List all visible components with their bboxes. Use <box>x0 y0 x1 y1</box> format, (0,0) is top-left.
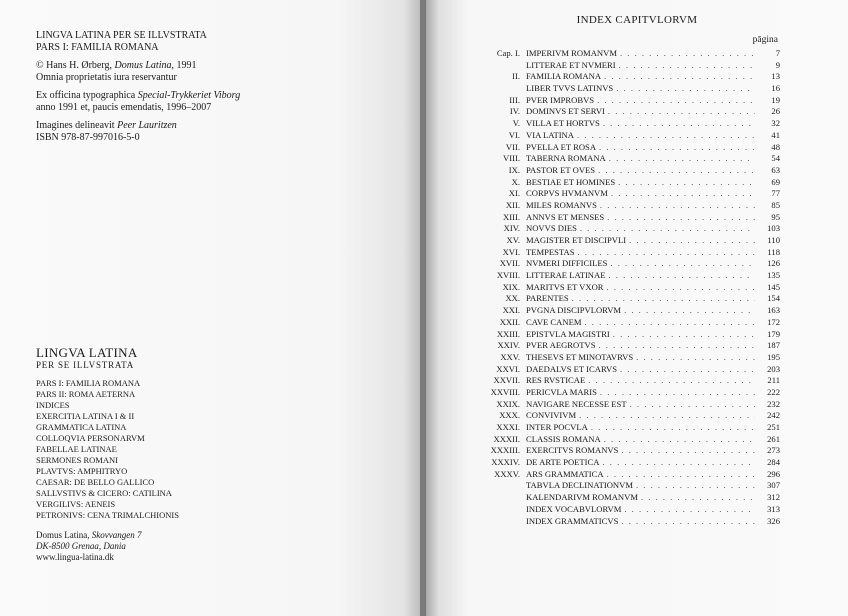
chapter-number: XXIX. <box>496 398 520 409</box>
chapter-title: TEMPESTAS <box>526 246 575 257</box>
chapter-page-number: 41 <box>771 129 780 140</box>
chapter-page-number: 69 <box>771 176 780 187</box>
chapter-number: III. <box>509 94 520 105</box>
chapter-number: XXXV. <box>494 468 520 479</box>
chapter-row <box>480 60 780 72</box>
leader-dots <box>613 329 755 341</box>
chapter-number: XXVII. <box>493 375 520 386</box>
chapter-number: XXVI. <box>496 363 520 374</box>
chapter-title: VILLA ET HORTVS <box>526 118 600 129</box>
leader-dots <box>629 235 755 247</box>
right-page <box>426 0 848 616</box>
chapter-title: CLASSIS ROMANA <box>526 433 601 444</box>
leader-dots <box>580 223 755 235</box>
chapter-row <box>480 399 780 411</box>
series-item: CAESAR: DE BELLO GALLICO <box>36 477 155 487</box>
chapter-number: XIX. <box>502 281 520 292</box>
publisher-line: Domus Latina, Skovvangen 7 <box>36 530 142 540</box>
leader-dots <box>577 130 755 142</box>
leader-dots <box>579 410 755 422</box>
leader-dots <box>619 60 755 72</box>
chapter-page-number: 172 <box>767 316 780 327</box>
chapter-title: TABERNA ROMANA <box>526 153 606 164</box>
chapter-row <box>480 410 780 422</box>
chapter-page-number: 9 <box>775 59 780 70</box>
chapter-number: XXVIII. <box>490 386 520 397</box>
chapter-row <box>480 282 780 294</box>
chapter-title: LIBER TVVS LATINVS <box>526 83 614 94</box>
publisher-line: DK-8500 Grenaa, Dania <box>36 541 126 551</box>
chapter-row <box>480 200 780 212</box>
chapter-row <box>480 223 780 235</box>
series-item: FABELLAE LATINAE <box>36 444 117 454</box>
isbn-line: ISBN 978-87-997016-5-0 <box>36 132 140 143</box>
chapter-title: ANNVS ET MENSES <box>526 211 605 222</box>
chapter-number: XXXI. <box>496 422 520 432</box>
chapter-title: KALENDARIVM ROMANVM <box>526 492 638 503</box>
chapter-row <box>480 212 780 224</box>
leader-dots <box>620 364 755 376</box>
chapter-title: NOVVS DIES <box>526 223 577 234</box>
chapter-number: XXV. <box>500 351 520 362</box>
chapter-page-number: 110 <box>767 235 780 245</box>
chapter-page-number: 48 <box>771 141 780 152</box>
chapter-title: MARITVS ET VXOR <box>526 281 604 292</box>
chapter-number: XXI. <box>502 305 520 316</box>
chapter-number: XIV. <box>503 223 520 234</box>
chapter-row <box>480 142 780 154</box>
chapter-row <box>480 48 780 60</box>
leader-dots <box>607 469 755 481</box>
leader-dots <box>641 492 755 504</box>
chapter-row <box>480 293 780 305</box>
chapter-row <box>480 106 780 118</box>
leader-dots <box>607 282 755 294</box>
chapter-number: XI. <box>508 188 520 199</box>
chapter-page-number: 179 <box>767 328 780 339</box>
chapter-page-number: 211 <box>767 375 780 386</box>
chapter-row <box>480 434 780 446</box>
chapter-title: PASTOR ET OVES <box>526 164 596 175</box>
chapter-row <box>480 364 780 376</box>
leader-dots <box>624 504 755 516</box>
chapter-title: VIA LATINA <box>526 129 574 140</box>
chapter-row <box>480 422 780 434</box>
chapter-page-number: 126 <box>767 258 780 269</box>
series-item: COLLOQVIA PERSONARVM <box>36 433 145 443</box>
chapter-row <box>480 329 780 341</box>
chapter-row <box>480 95 780 107</box>
leader-dots <box>636 352 755 364</box>
leader-dots <box>602 457 755 469</box>
chapter-row <box>480 340 780 352</box>
chapter-row <box>480 492 780 504</box>
copyright-line: anno 1991 et, paucis emendatis, 1996–2007 <box>36 102 212 113</box>
chapter-page-number: 251 <box>767 422 780 432</box>
chapter-page-number: 145 <box>767 281 780 292</box>
chapter-page-number: 16 <box>771 83 780 94</box>
chapter-number: VII. <box>505 141 520 152</box>
leader-dots <box>607 212 755 224</box>
chapter-number: IX. <box>508 164 520 175</box>
series-list <box>36 346 406 563</box>
chapter-title: IMPERIVM ROMANVM <box>526 48 617 58</box>
leader-dots <box>630 399 755 411</box>
series-item: SERMONES ROMANI <box>36 455 118 465</box>
chapter-number: XXIV. <box>497 340 520 351</box>
chapter-number: XXX. <box>499 410 520 421</box>
chapter-title: CAVE CANEM <box>526 316 582 327</box>
leader-dots <box>608 106 755 118</box>
chapter-title: INDEX GRAMMATICVS <box>526 515 619 526</box>
chapter-title: EXERCITVS ROMANVS <box>526 445 619 456</box>
chapter-number: VIII. <box>503 153 520 164</box>
chapter-title: NAVIGARE NECESSE EST <box>526 398 627 409</box>
chapter-title: NVMERI DIFFICILES <box>526 258 608 269</box>
chapter-title: PVER AEGROTVS <box>526 340 596 351</box>
leader-dots <box>609 153 755 165</box>
series-subtitle: PER SE ILLVSTRATA <box>36 360 135 370</box>
leader-dots <box>600 387 755 399</box>
chapter-row <box>480 352 780 364</box>
leader-dots <box>624 305 755 317</box>
chapter-page-number: 273 <box>767 445 780 456</box>
chapter-title: EPISTVLA MAGISTRI <box>526 328 610 339</box>
chapter-row <box>480 118 780 130</box>
chapter-row <box>480 165 780 177</box>
chapter-page-number: 203 <box>767 363 780 374</box>
series-item: SALLVSTIVS & CICERO: CATILINA <box>36 488 172 498</box>
chapter-page-number: 296 <box>767 468 780 479</box>
chapter-number: XXII. <box>499 316 520 327</box>
leader-dots <box>621 516 755 528</box>
series-item: VERGILIVS: AENEIS <box>36 499 116 509</box>
chapter-number: IV. <box>509 106 520 117</box>
chapter-page-number: 232 <box>767 398 780 409</box>
leader-dots <box>597 95 755 107</box>
chapter-number: XII. <box>505 199 520 210</box>
chapter-page-number: 7 <box>775 48 780 58</box>
chapter-page-number: 313 <box>767 503 780 514</box>
chapter-page-number: 32 <box>771 118 780 129</box>
chapter-number: XVI. <box>502 246 520 257</box>
chapter-page-number: 312 <box>767 492 780 503</box>
leader-dots <box>610 258 755 270</box>
leader-dots <box>636 480 755 492</box>
chapter-number: XXXII. <box>493 433 520 444</box>
chapter-row <box>480 177 780 189</box>
chapter-title: ARS GRAMMATICA <box>526 468 604 479</box>
series-item: PARS II: ROMA AETERNA <box>36 389 136 399</box>
chapter-number: VI. <box>508 129 520 140</box>
chapter-row <box>480 445 780 457</box>
left-page <box>0 0 420 616</box>
chapter-page-number: 326 <box>767 515 780 526</box>
leader-dots <box>598 165 755 177</box>
chapter-title: INDEX VOCABVLORVM <box>526 503 622 514</box>
leader-dots <box>604 71 755 83</box>
chapter-page-number: 13 <box>771 71 780 82</box>
chapter-number: XXIII. <box>496 328 520 339</box>
chapter-row <box>480 480 780 492</box>
series-item: PARS I: FAMILIA ROMANA <box>36 378 141 388</box>
chapter-title: PERICVLA MARIS <box>526 386 597 397</box>
chapter-page-number: 242 <box>767 410 780 421</box>
chapter-title: DE ARTE POETICA <box>526 457 600 468</box>
chapter-page-number: 307 <box>767 480 780 491</box>
leader-dots <box>600 200 755 212</box>
leader-dots <box>616 83 755 95</box>
chapter-row <box>480 469 780 481</box>
chapter-page-number: 54 <box>771 153 780 164</box>
series-item: INDICES <box>36 400 70 410</box>
chapter-title: PVELLA ET ROSA <box>526 141 597 152</box>
copyright-block <box>36 30 406 144</box>
leader-dots <box>618 177 755 189</box>
chapter-title: CORPVS HVMANVM <box>526 188 608 199</box>
leader-dots <box>603 118 755 130</box>
chapter-page-number: 222 <box>767 386 780 397</box>
chapter-page-number: 154 <box>767 293 780 304</box>
chapter-row <box>480 516 780 528</box>
chapter-page-number: 118 <box>767 246 780 257</box>
leader-dots <box>578 247 756 259</box>
chapter-page-number: 63 <box>771 164 780 175</box>
chapter-title: TABVLA DECLINATIONVM <box>526 480 633 491</box>
leader-dots <box>620 48 755 60</box>
leader-dots <box>621 445 755 457</box>
leader-dots <box>598 340 755 352</box>
leader-dots <box>584 317 755 329</box>
chapter-title: DOMINVS ET SERVI <box>526 106 605 117</box>
copyright-line: Omnia proprietatis iura reservantur <box>36 72 177 83</box>
chapter-row <box>480 71 780 83</box>
chapter-title: LITTERAE ET NVMERI <box>526 59 616 70</box>
chapter-row <box>480 83 780 95</box>
chapter-number: XXXIII. <box>490 445 520 456</box>
chapter-title: MILES ROMANVS <box>526 199 597 210</box>
chapter-row <box>480 247 780 259</box>
page-column-header: pāgina <box>752 35 778 45</box>
chapter-page-number: 187 <box>767 340 780 351</box>
chapter-row <box>480 270 780 282</box>
chapter-title: RES RVSTICAE <box>526 375 586 386</box>
chapter-title: LITTERAE LATINAE <box>526 270 606 281</box>
chapter-number: Cap. I. <box>496 48 520 58</box>
series-item: GRAMMATICA LATINA <box>36 422 127 432</box>
leader-dots <box>588 375 755 387</box>
chapter-number: II. <box>512 71 520 82</box>
chapter-title: PVGNA DISCIPVLORVM <box>526 305 622 316</box>
chapter-page-number: 85 <box>771 199 780 210</box>
series-title: LINGVA LATINA <box>36 345 138 360</box>
chapter-title: BESTIAE ET HOMINES <box>526 176 616 187</box>
chapter-page-number: 195 <box>767 351 780 362</box>
chapter-page-number: 26 <box>771 106 780 117</box>
chapter-number: X. <box>511 176 520 187</box>
chapter-row <box>480 153 780 165</box>
chapter-page-number: 103 <box>767 223 780 234</box>
chapter-title: DAEDALVS ET ICARVS <box>526 363 617 374</box>
copyright-line: LINGVA LATINA PER SE ILLVSTRATA <box>36 30 207 41</box>
chapter-row <box>480 317 780 329</box>
chapter-row <box>480 457 780 469</box>
chapter-number: XV. <box>506 235 520 245</box>
chapter-page-number: 19 <box>771 94 780 105</box>
chapter-page-number: 284 <box>767 457 780 468</box>
chapter-title: FAMILIA ROMANA <box>526 71 602 82</box>
chapter-page-number: 163 <box>767 305 780 316</box>
chapter-number: XIII. <box>503 211 520 222</box>
chapter-row <box>480 504 780 516</box>
chapter-index <box>480 48 780 527</box>
leader-dots <box>599 142 755 154</box>
chapter-page-number: 95 <box>771 211 780 222</box>
series-item: PLAVTVS: AMPHITRYO <box>36 466 128 476</box>
chapter-number: XX. <box>505 293 520 304</box>
leader-dots <box>591 422 755 434</box>
leader-dots <box>611 188 755 200</box>
chapter-title: MAGISTER ET DISCIPVLI <box>526 235 627 245</box>
chapter-page-number: 77 <box>771 188 780 199</box>
chapter-page-number: 261 <box>767 433 780 444</box>
chapter-row <box>480 387 780 399</box>
chapter-row <box>480 235 780 247</box>
chapter-row <box>480 305 780 317</box>
chapter-title: INTER POCVLA <box>526 422 588 432</box>
copyright-line: Ex officina typographica Special-Trykkeriet Viborg <box>36 90 241 101</box>
chapter-title: PARENTES <box>526 293 569 304</box>
publisher-website: www.lingua-latina.dk <box>36 552 114 562</box>
copyright-line: © Hans H. Ørberg, Domus Latina, 1991 <box>36 60 197 71</box>
leader-dots <box>572 293 755 305</box>
chapter-title: THESEVS ET MINOTAVRVS <box>526 351 634 362</box>
chapter-number: XVIII. <box>496 270 520 281</box>
publisher-address <box>36 530 406 563</box>
series-item: PETRONIVS: CENA TRIMALCHIONIS <box>36 510 179 520</box>
chapter-title: CONVIVIVM <box>526 410 577 421</box>
copyright-line: PARS I: FAMILIA ROMANA <box>36 42 159 53</box>
chapter-number: V. <box>512 118 520 129</box>
chapter-number: XXXIV. <box>491 457 520 468</box>
chapter-title: PVER IMPROBVS <box>526 94 595 105</box>
chapter-row <box>480 130 780 142</box>
chapter-row <box>480 188 780 200</box>
chapter-number: XVII. <box>499 258 520 269</box>
chapter-row <box>480 258 780 270</box>
copyright-line: Imagines delineavit Peer Lauritzen <box>36 120 177 131</box>
series-item: EXERCITIA LATINA I & II <box>36 411 135 421</box>
leader-dots <box>608 270 755 282</box>
leader-dots <box>604 434 755 446</box>
index-title: INDEX CAPITVLORVM <box>576 14 698 26</box>
chapter-row <box>480 375 780 387</box>
chapter-page-number: 135 <box>767 270 780 281</box>
